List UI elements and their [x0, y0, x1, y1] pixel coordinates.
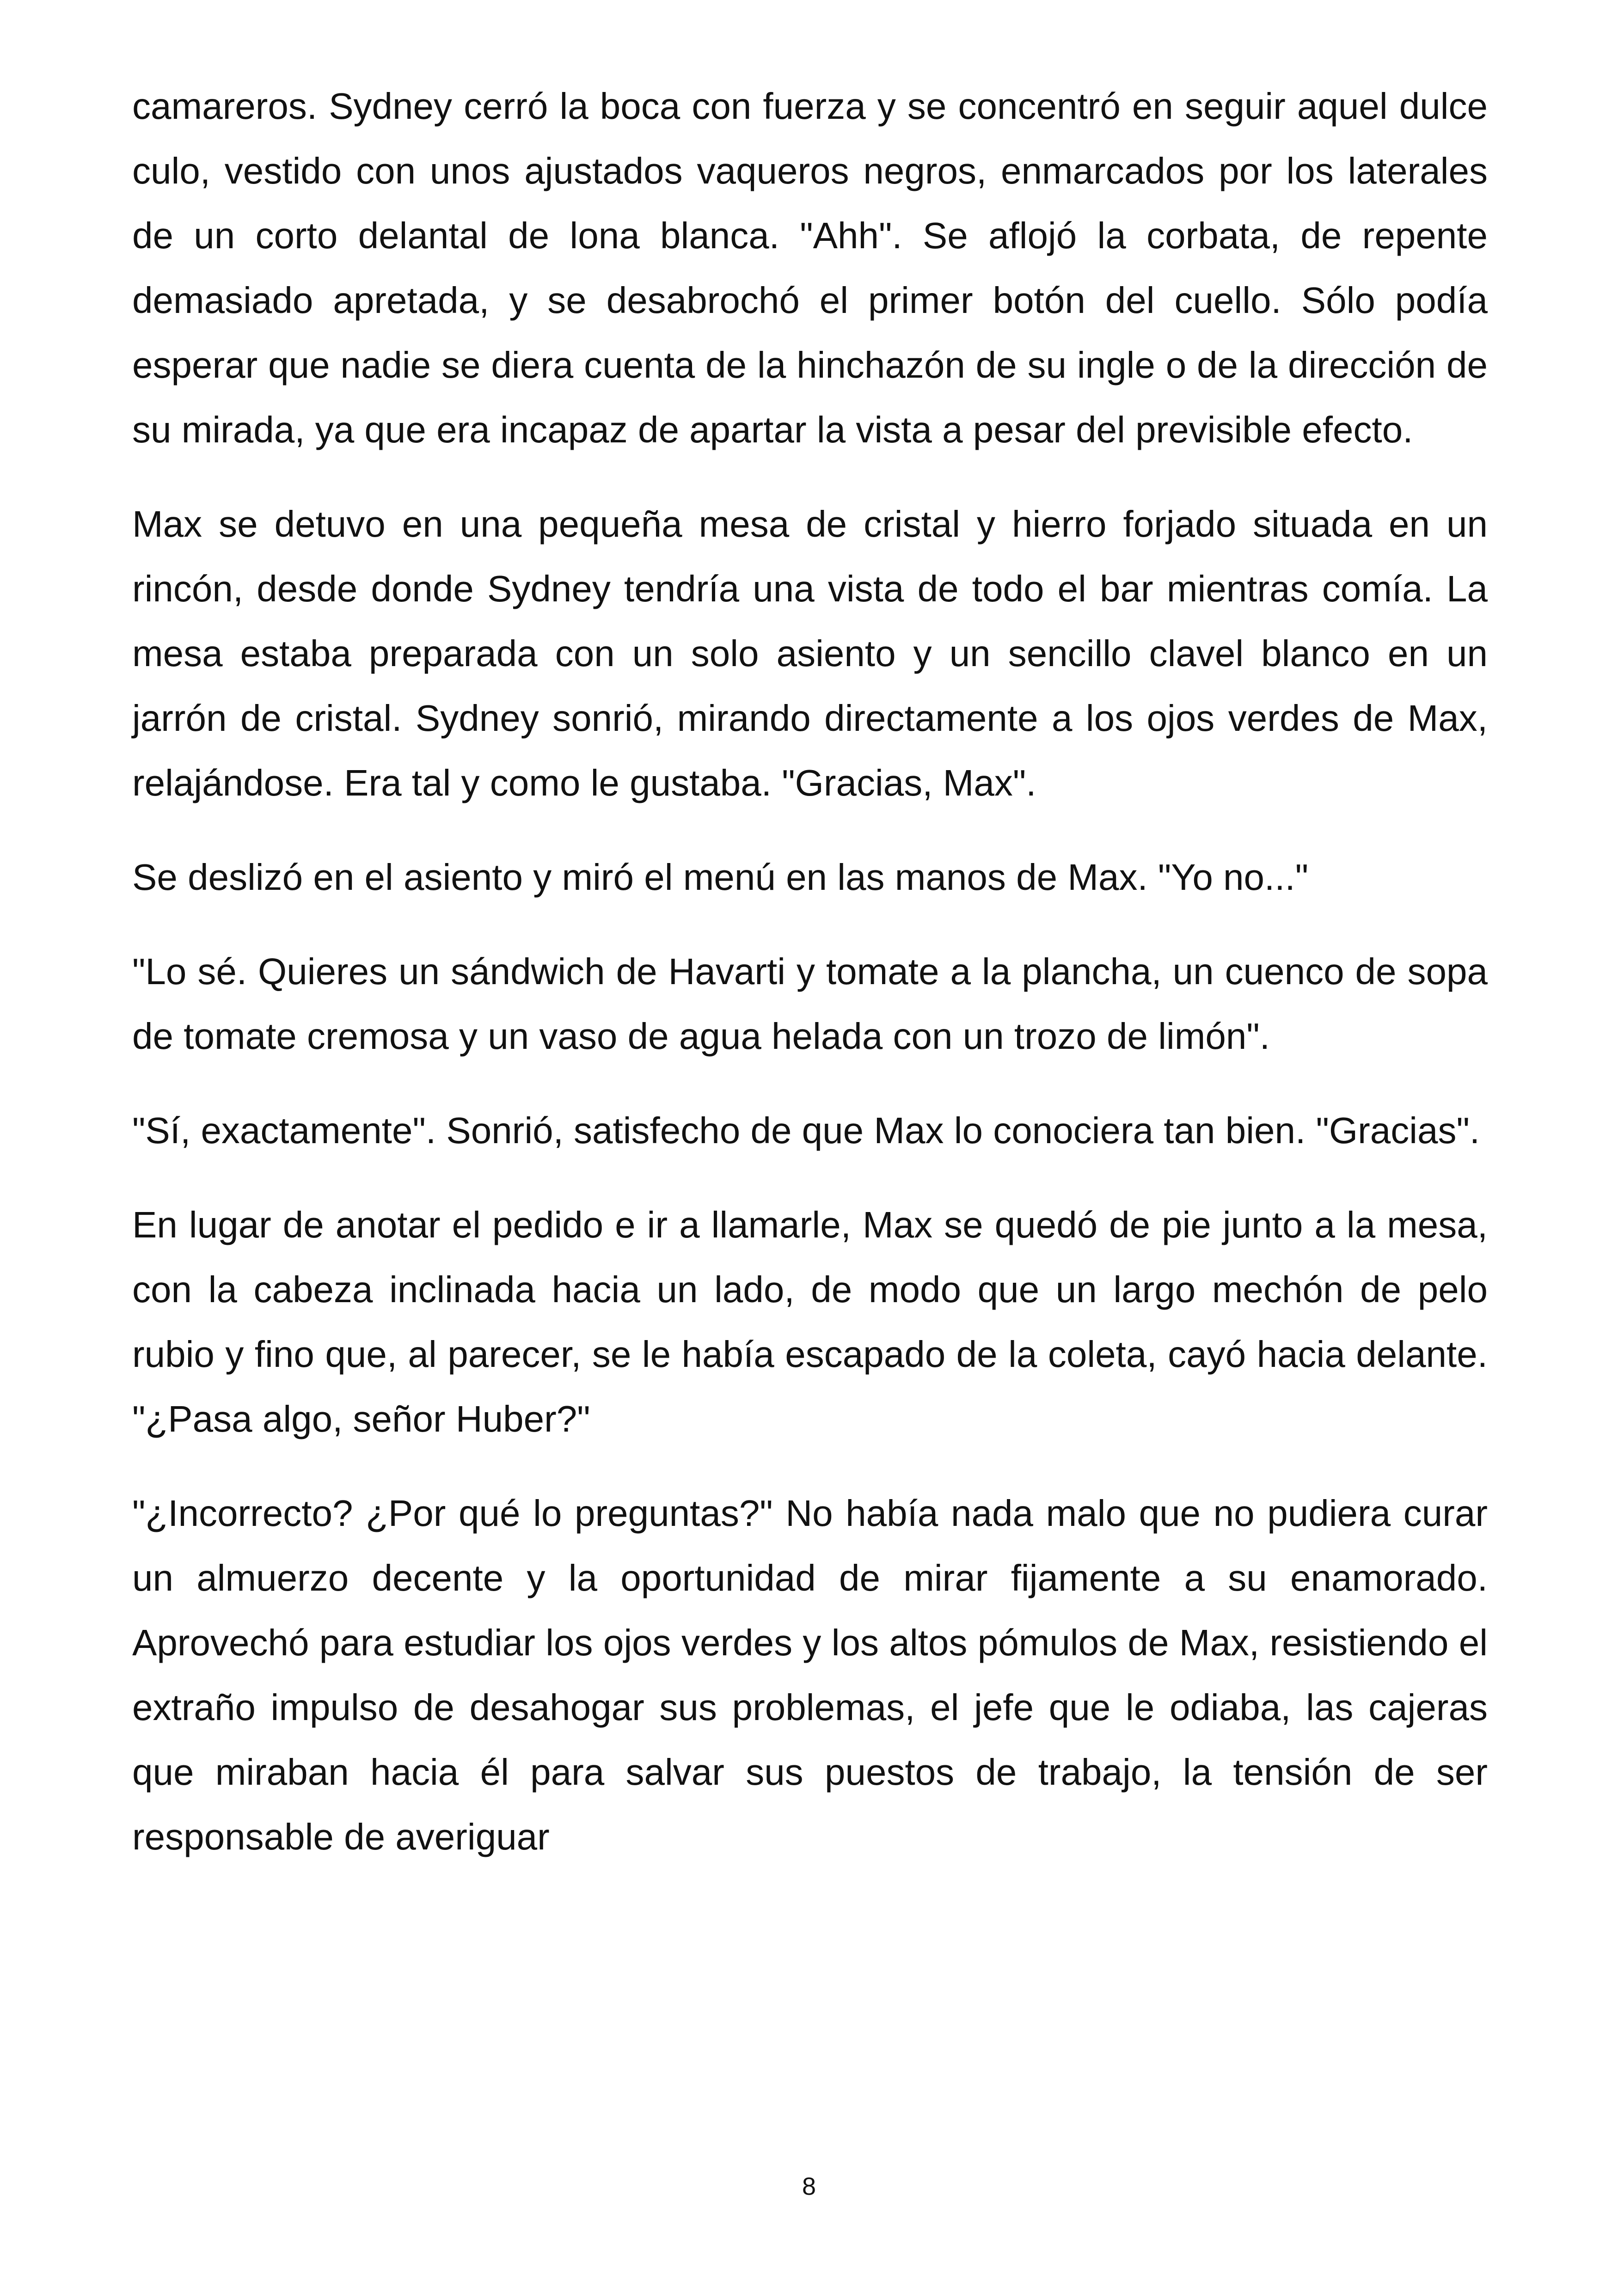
paragraph: "Sí, exactamente". Sonrió, satisfecho de que Max lo conociera tan bien. "Gracias". [132, 1110, 1480, 1151]
paragraph: "¿Incorrecto? ¿Por qué lo preguntas?" No había nada malo que no pudiera curar un almuerzo decente y la oportunidad de mirar fijamente a su enamorado. Aprovechó para estudiar los ojos verdes y los altos pómulos de Max, resistiendo el extraño impulso de desahogar sus problemas, el jefe que le odiaba, las cajeras que miraban hacia él para salvar sus puestos de trabajo, la tensión de ser responsable de averiguar [132, 1493, 1488, 1857]
body-text [132, 74, 1488, 1899]
paragraph: camareros. Sydney cerró la boca con fuerza y se concentró en seguir aquel dulce culo, vestido con unos ajustados vaqueros negros, enmarcados por los laterales de un corto delantal de lona blanca. "Ahh". Se aflojó la corbata, de repente demasiado apretada, y se desabrochó el primer botón del cuello. Sólo podía esperar que nadie se diera cuenta de la hinchazón de su ingle o de la dirección de su mirada, ya que era incapaz de apartar la vista a pesar del previsible efecto. [132, 86, 1488, 450]
paragraph: Se deslizó en el asiento y miró el menú en las manos de Max. "Yo no..." [132, 857, 1309, 898]
page-number: 8 [802, 2173, 816, 2200]
paragraph: "Lo sé. Quieres un sándwich de Havarti y tomate a la plancha, un cuenco de sopa de tomate cremosa y un vaso de agua helada con un trozo de limón". [132, 951, 1488, 1057]
paragraph: Max se detuvo en una pequeña mesa de cristal y hierro forjado situada en un rincón, desde donde Sydney tendría una vista de todo el bar mientras comía. La mesa estaba preparada con un solo asiento y un sencillo clavel blanco en un jarrón de cristal. Sydney sonrió, mirando directamente a los ojos verdes de Max, relajándose. Era tal y como le gustaba. "Gracias, Max". [132, 503, 1488, 803]
paragraph: En lugar de anotar el pedido e ir a llamarle, Max se quedó de pie junto a la mesa, con la cabeza inclinada hacia un lado, de modo que un largo mechón de pelo rubio y fino que, al parecer, se le había escapado de la coleta, cayó hacia delante. "¿Pasa algo, señor Huber?" [132, 1204, 1488, 1439]
